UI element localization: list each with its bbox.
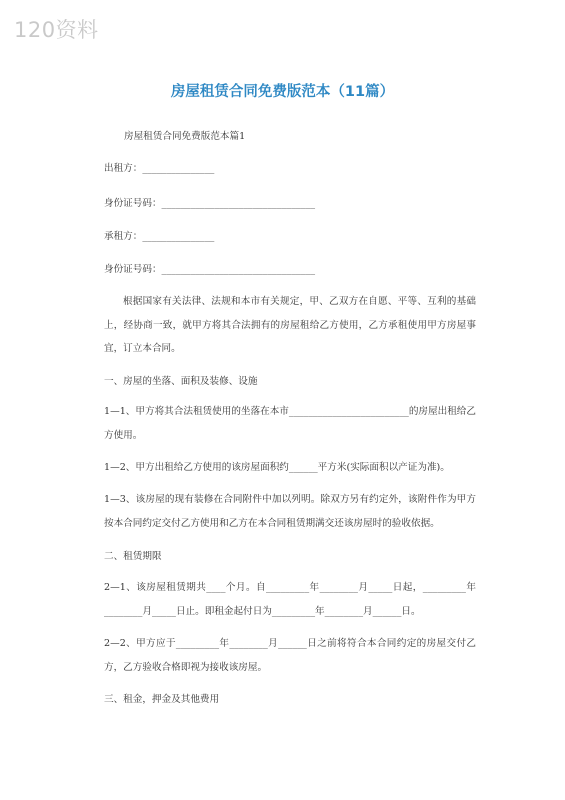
- clause-1-2: 1—2、甲方出租给乙方使用的该房屋面积约______平方米(实际面积以产证为准)。: [104, 462, 450, 473]
- clause-2-2: [104, 632, 476, 679]
- clause-1-1: [104, 400, 476, 447]
- lessor-field: 出租方：_______________: [104, 163, 215, 174]
- clause-1-3-text: 1—3、该房屋的现有装修在合同附件中加以列明。除双方另有约定外，该附件作为甲方按本合同约定交付乙方使用和乙方在本合同租赁期满交还该房屋时的验收依据。: [104, 494, 476, 529]
- intro-paragraph: [104, 290, 476, 361]
- section1-heading: 一、房屋的坐落、面积及装修、设施: [104, 376, 258, 387]
- section2-heading: 二、租赁期限: [104, 551, 162, 562]
- clause-2-1-text: 2—1、该房屋租赁期共____个月。自_________年________月_____日起，_________年________月_____日止。即租金起付日为_________年________月______日。: [104, 582, 476, 617]
- lessor-id-field: 身份证号码：________________________________: [104, 198, 316, 209]
- clause-1-1-text: 1—1、甲方将其合法租赁使用的坐落在本市_________________________的房屋出租给乙方使用。: [104, 406, 476, 441]
- clause-1-3: [104, 488, 476, 535]
- lessee-field: 承租方：_______________: [104, 231, 215, 242]
- lessee-id-field: 身份证号码：________________________________: [104, 264, 316, 275]
- clause-2-2-text: 2—2、甲方应于_________年________月______日之前将符合本合同约定的房屋交付乙方，乙方验收合格即视为接收该房屋。: [104, 638, 476, 673]
- section3-heading: 三、租金，押金及其他费用: [104, 694, 220, 705]
- clause-2-1: [104, 576, 476, 623]
- intro-text: 根据国家有关法律、法规和本市有关规定，甲、乙双方在自愿、平等、互利的基础上，经协商一致，就甲方将其合法拥有的房屋租给乙方使用，乙方承租使用甲方房屋事宜，订立本合同。: [104, 296, 476, 354]
- watermark-logo: 120资料: [14, 18, 99, 42]
- document-title: 房屋租赁合同免费版范本（11篇）: [170, 84, 395, 100]
- contract-subtitle: 房屋租赁合同免费版范本篇1: [124, 131, 246, 142]
